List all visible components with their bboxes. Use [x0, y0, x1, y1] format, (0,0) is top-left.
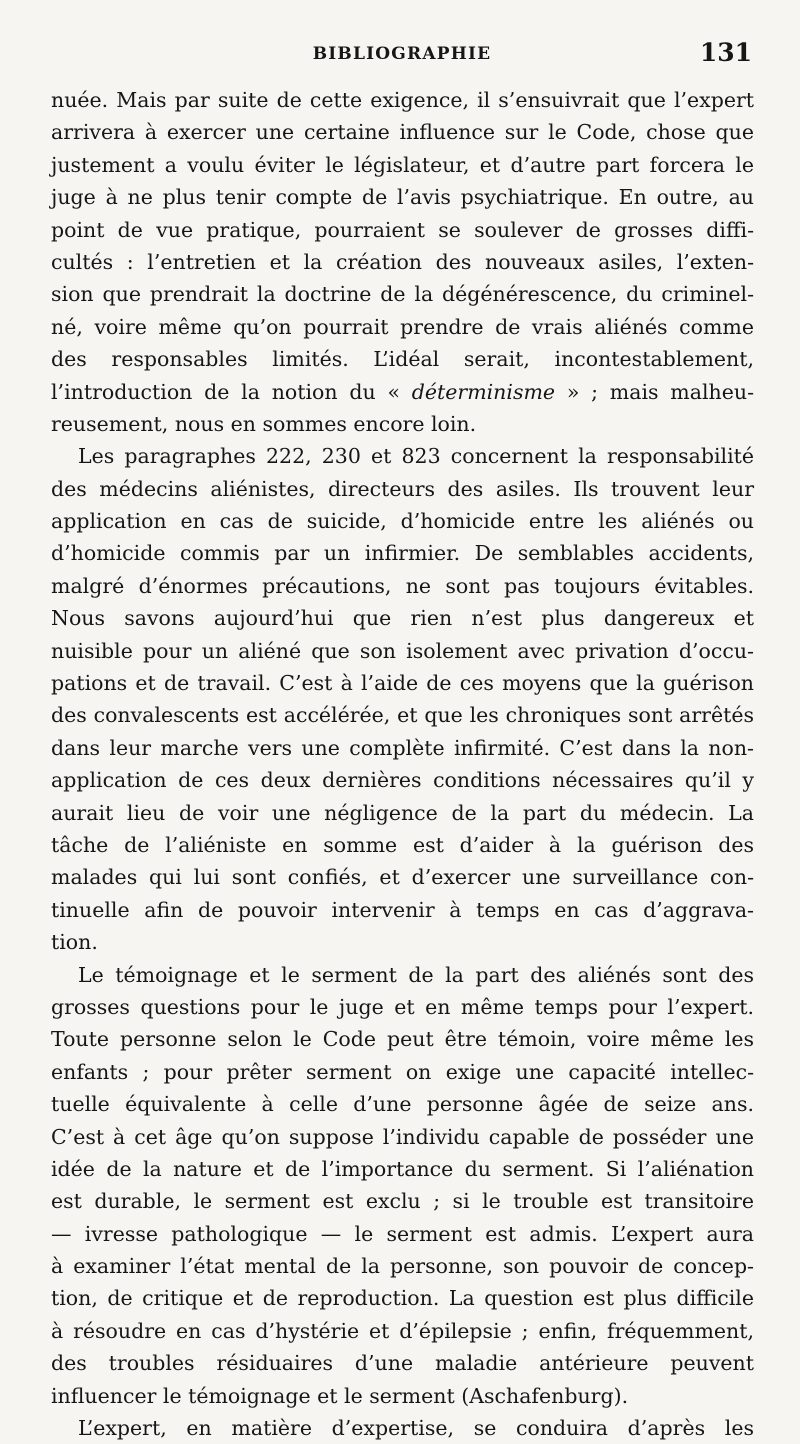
text-line: est durable, le serment est exclu ; si le trouble est transitoire [51, 1189, 754, 1214]
text-line: malgré d’énormes précautions, ne sont pas toujours évitables. [51, 573, 754, 598]
text-line: tuelle équivalente à celle d’une personne âgée de seize ans. [51, 1092, 754, 1117]
text-line: C’est à cet âge qu’on suppose l’individu capable de posséder une [51, 1124, 754, 1149]
text-run: » ; mais malheu- [555, 379, 754, 404]
text-line: tâche de l’aliéniste en somme est d’aider à la guérison des [51, 832, 754, 857]
text-line: des responsables limités. L’idéal serait, incontestablement, [51, 347, 754, 372]
text-line-with-italic [51, 376, 754, 408]
text-line: pations et de travail. C’est à l’aide de ces moyens que la guérison [51, 671, 754, 696]
text-line: grosses questions pour le juge et en même temps pour l’expert. [51, 994, 754, 1019]
text-line: des troubles résiduaires d’une maladie antérieure peuvent [51, 1351, 754, 1376]
text-line: malades qui lui sont confiés, et d’exercer une surveillance con- [51, 865, 754, 890]
text-run: l’introduction de la notion du « [51, 379, 412, 404]
text-line: point de vue pratique, pourraient se soulever de grosses diffi- [51, 217, 754, 242]
text-line: sion que prendrait la doctrine de la dégénérescence, du criminel- [51, 282, 754, 307]
running-head [52, 38, 752, 74]
text-line: aurait lieu de voir une négligence de la part du médecin. La [51, 800, 754, 825]
text-line: des médecins aliénistes, directeurs des asiles. Ils trouvent leur [51, 476, 754, 501]
paragraph-last-line: influencer le témoignage et le serment (Aschafenburg). [51, 1383, 629, 1408]
text-line: enfants ; pour prêter serment on exige une capacité intellec- [51, 1059, 754, 1084]
text-line: à examiner l’état mental de la personne, son pouvoir de concep- [51, 1254, 754, 1279]
paragraph-last-line: tion. [51, 930, 98, 955]
text-line: juge à ne plus tenir compte de l’avis psychiatrique. En outre, au [51, 185, 754, 210]
text-line: justement a voulu éviter le législateur, et d’autre part forcera le [51, 152, 754, 177]
text-line: nuée. Mais par suite de cette exigence, il s’ensuivrait que l’expert [51, 88, 754, 112]
paragraph-first-line: L’expert, en matière d’expertise, se conduira d’après les [78, 1416, 754, 1441]
text-line: arrivera à exercer une certaine influence sur le Code, chose que [51, 120, 754, 145]
text-line: Toute personne selon le Code peut être témoin, voire même les [51, 1027, 754, 1052]
body-text [51, 84, 754, 1444]
text-line: à résoudre en cas d’hystérie et d’épilepsie ; enfin, fréquemment, [51, 1318, 754, 1343]
text-line: application en cas de suicide, d’homicide entre les aliénés ou [51, 509, 754, 534]
text-line: cultés : l’entretien et la création des nouveaux asiles, l’exten- [51, 249, 754, 274]
page-number: 131 [699, 38, 752, 67]
text-line: d’homicide commis par un infirmier. De semblables accidents, [51, 541, 754, 566]
text-line: dans leur marche vers une complète infirmité. C’est dans la non- [51, 735, 754, 760]
paragraph-last-line: reusement, nous en sommes encore loin. [51, 411, 477, 436]
text-line: tion, de critique et de reproduction. La question est plus difficile [51, 1286, 754, 1311]
text-line: né, voire même qu’on pourrait prendre de vrais aliénés comme [51, 314, 754, 339]
text-line: idée de la nature et de l’importance du serment. Si l’aliénation [51, 1156, 754, 1181]
text-line: des convalescents est accélérée, et que les chroniques sont arrêtés [51, 703, 754, 728]
text-line: nuisible pour un aliéné que son isolement avec privation d’occu- [51, 638, 754, 663]
text-line: Nous savons aujourd’hui que rien n’est plus dangereux et [51, 606, 754, 631]
text-line: application de ces deux dernières conditions nécessaires qu’il y [51, 768, 754, 793]
text-line: tinuelle afin de pouvoir intervenir à temps en cas d’aggrava- [51, 897, 754, 922]
paragraph-first-line: Les paragraphes 222, 230 et 823 concernent la responsabilité [78, 444, 754, 469]
text-line: — ivresse pathologique — le serment est admis. L’expert aura [51, 1221, 754, 1246]
paragraph-first-line: Le témoignage et le serment de la part des aliénés sont des [78, 962, 754, 987]
running-title: BIBLIOGRAPHIE [312, 44, 492, 64]
italic-term: déterminisme [411, 379, 556, 404]
